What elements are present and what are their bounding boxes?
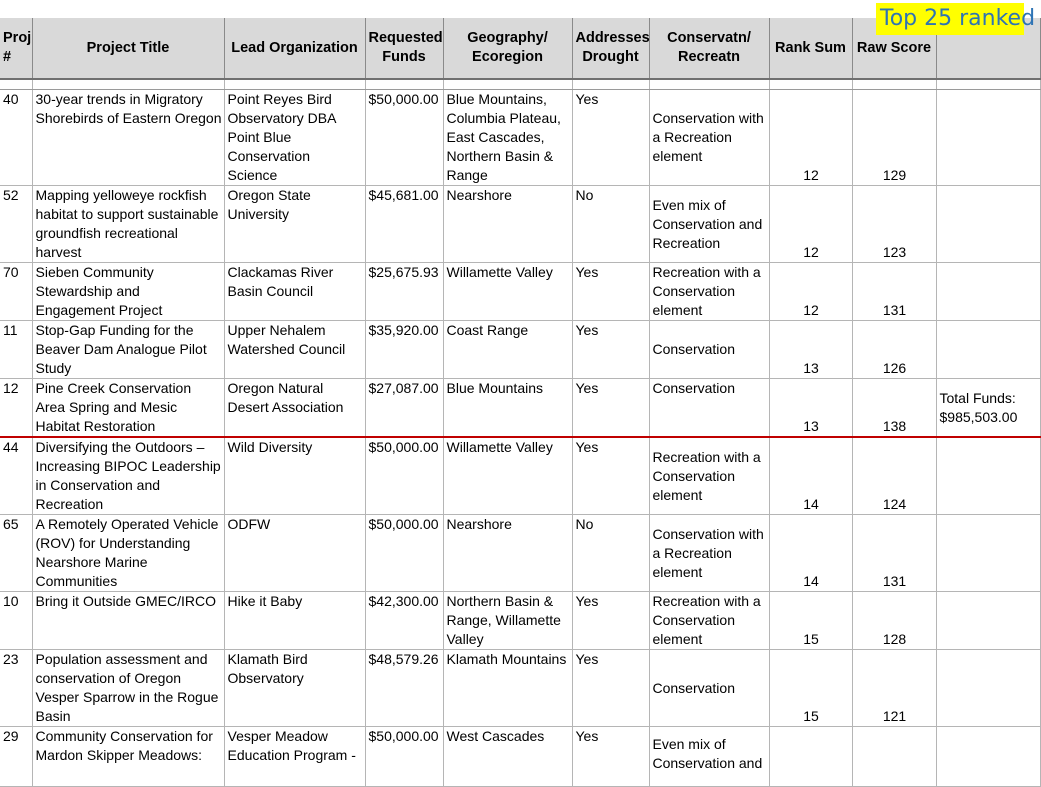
cell-rank: 15 [769,650,852,727]
cell-lead: Wild Diversity [224,437,365,515]
cell-cons: Even mix of Conservation and Recreation [649,186,769,263]
cell-funds: $50,000.00 [365,515,443,592]
cell-geo: Klamath Mountains [443,650,572,727]
cell-lead: Clackamas River Basin Council [224,263,365,321]
total-funds: Total Funds: $985,503.00 [936,379,1040,438]
cell-geo: Nearshore [443,186,572,263]
cell-raw: 126 [852,321,936,379]
cell-proj: 52 [0,186,32,263]
cell-lead: Klamath Bird Observatory [224,650,365,727]
cell-cons: Recreation with a Conservation element [649,592,769,650]
cell-funds: $25,675.93 [365,263,443,321]
cell-proj: 29 [0,727,32,787]
header-cons: Conservatn/ Recreatn [649,18,769,79]
cell-proj: 65 [0,515,32,592]
cell-raw: 124 [852,437,936,515]
cell-raw: 131 [852,263,936,321]
cell-geo: Northern Basin & Range, Willamette Valley [443,592,572,650]
cell-cons: Conservation with a Recreation element [649,90,769,186]
header-funds: Requested Funds [365,18,443,79]
cell-drought: Yes [572,379,649,438]
table-row [0,321,1040,379]
cell-funds: $50,000.00 [365,90,443,186]
header-raw: Raw Score [852,18,936,79]
header-drought: Addresses Drought [572,18,649,79]
cell-extra [936,650,1040,727]
cell-cons: Conservation [649,650,769,727]
cell-rank: 15 [769,592,852,650]
cell-geo: Nearshore [443,515,572,592]
cell-title: Bring it Outside GMEC/IRCO [32,592,224,650]
cell-lead: Upper Nehalem Watershed Council [224,321,365,379]
cell-geo: Coast Range [443,321,572,379]
table-row [0,186,1040,263]
cell-geo: West Cascades [443,727,572,787]
cell-rank: 13 [769,379,852,438]
cell-funds: $50,000.00 [365,437,443,515]
cell-drought: Yes [572,592,649,650]
cell-cons: Conservation [649,321,769,379]
cell-lead: Oregon State University [224,186,365,263]
projects-table [0,18,1041,787]
cell-extra [936,515,1040,592]
cell-drought: Yes [572,650,649,727]
cell-drought: No [572,515,649,592]
cell-extra [936,90,1040,186]
cell-lead: ODFW [224,515,365,592]
cell-extra [936,321,1040,379]
cell-title: Sieben Community Stewardship and Engagement Project [32,263,224,321]
header-geo: Geography/ Ecoregion [443,18,572,79]
cell-funds: $27,087.00 [365,379,443,438]
cell-title: Mapping yelloweye rockfish habitat to support sustainable groundfish recreational harvest [32,186,224,263]
cell-raw: 138 [852,379,936,438]
cell-drought: Yes [572,90,649,186]
cell-rank: 12 [769,263,852,321]
cell-funds: $35,920.00 [365,321,443,379]
table-row [0,90,1040,186]
cell-rank: 13 [769,321,852,379]
cell-proj: 12 [0,379,32,438]
cell-extra [936,592,1040,650]
cell-geo: Willamette Valley [443,263,572,321]
cell-extra [936,727,1040,787]
cell-cons: Recreation with a Conservation element [649,263,769,321]
header-rank: Rank Sum [769,18,852,79]
top-25-ranked-banner: Top 25 ranked [876,3,1024,35]
table-row [0,592,1040,650]
table-row [0,437,1040,515]
cell-geo: Blue Mountains [443,379,572,438]
cell-funds: $42,300.00 [365,592,443,650]
table-row [0,727,1040,787]
cell-raw: 129 [852,90,936,186]
table-row [0,650,1040,727]
cell-raw [852,727,936,787]
table-row [0,515,1040,592]
cell-raw: 131 [852,515,936,592]
cell-geo: Blue Mountains, Columbia Plateau, East Cascades, Northern Basin & Range [443,90,572,186]
header-title: Project Title [32,18,224,79]
cell-geo: Willamette Valley [443,437,572,515]
table-row [0,379,1040,438]
cell-lead: Point Reyes Bird Observatory DBA Point Blue Conservation Science [224,90,365,186]
table-row [0,263,1040,321]
cell-lead: Hike it Baby [224,592,365,650]
cell-proj: 40 [0,90,32,186]
cell-lead: Oregon Natural Desert Association [224,379,365,438]
cell-title: Community Conservation for Mardon Skipper Meadows: [32,727,224,787]
cell-raw: 128 [852,592,936,650]
cell-rank [769,727,852,787]
header-proj: Proj # [0,18,32,79]
cell-raw: 121 [852,650,936,727]
cell-title: Stop-Gap Funding for the Beaver Dam Analogue Pilot Study [32,321,224,379]
cell-title: Population assessment and conservation of Oregon Vesper Sparrow in the Rogue Basin [32,650,224,727]
cell-rank: 14 [769,515,852,592]
cell-title: Diversifying the Outdoors – Increasing BIPOC Leadership in Conservation and Recreation [32,437,224,515]
cell-drought: Yes [572,321,649,379]
cell-raw: 123 [852,186,936,263]
cell-funds: $50,000.00 [365,727,443,787]
cell-drought: Yes [572,437,649,515]
cell-drought: Yes [572,727,649,787]
cell-extra [936,437,1040,515]
header-lead: Lead Organization [224,18,365,79]
cell-rank: 12 [769,186,852,263]
cell-cons: Conservation [649,379,769,438]
cell-rank: 14 [769,437,852,515]
spacer-row [0,79,1040,90]
cell-rank: 12 [769,90,852,186]
cell-proj: 44 [0,437,32,515]
cell-funds: $48,579.26 [365,650,443,727]
cell-cons: Recreation with a Conservation element [649,437,769,515]
cell-proj: 70 [0,263,32,321]
cell-proj: 10 [0,592,32,650]
cell-title: A Remotely Operated Vehicle (ROV) for Understanding Nearshore Marine Communities [32,515,224,592]
cell-proj: 11 [0,321,32,379]
cell-extra [936,186,1040,263]
cell-extra [936,263,1040,321]
cell-drought: Yes [572,263,649,321]
cell-proj: 23 [0,650,32,727]
cell-lead: Vesper Meadow Education Program - [224,727,365,787]
cell-drought: No [572,186,649,263]
cell-funds: $45,681.00 [365,186,443,263]
cell-title: 30-year trends in Migratory Shorebirds of Eastern Oregon [32,90,224,186]
cell-cons: Conservation with a Recreation element [649,515,769,592]
cell-cons: Even mix of Conservation and [649,727,769,787]
cell-title: Pine Creek Conservation Area Spring and Mesic Habitat Restoration [32,379,224,438]
